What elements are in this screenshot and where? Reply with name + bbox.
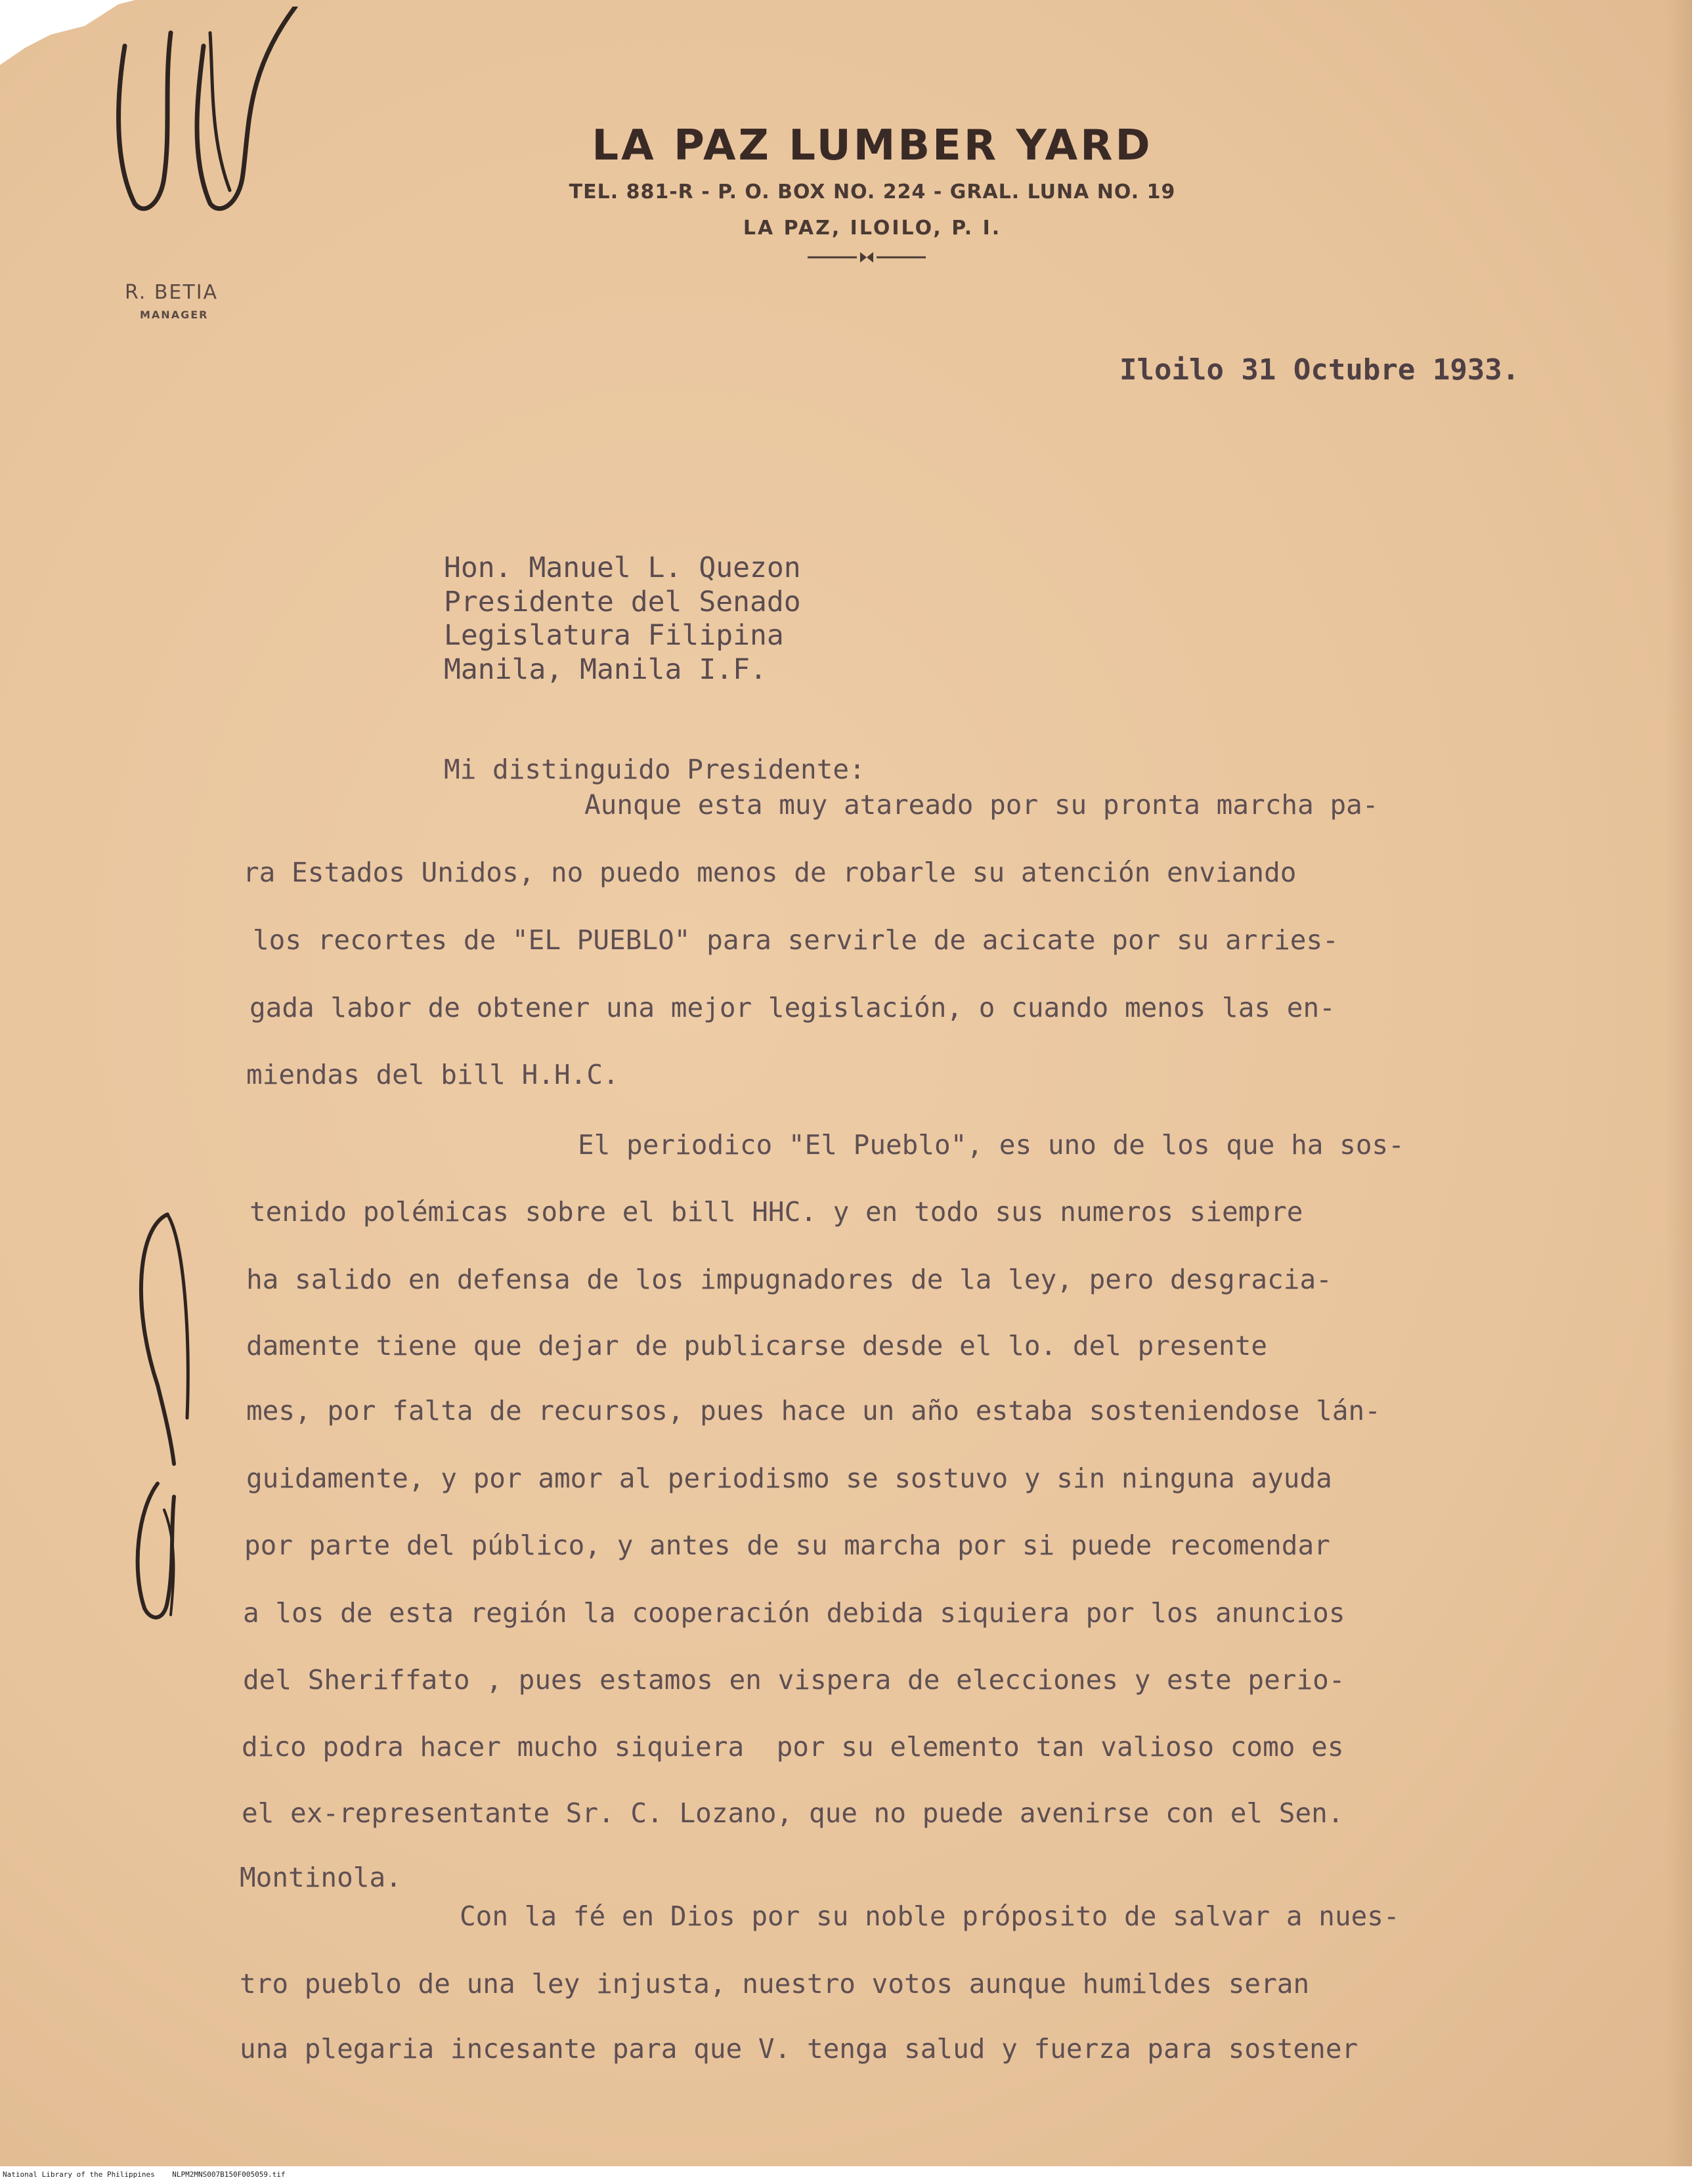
body-line: El periodico "El Pueblo", es uno de los que ha sos- bbox=[578, 1129, 1404, 1161]
body-line: una plegaria incesante para que V. tenga salud y fuerza para sostener bbox=[240, 2033, 1358, 2065]
paper-edge-shadow bbox=[1666, 0, 1692, 2166]
manager-name: R. BETIA bbox=[125, 281, 219, 304]
company-city: LA PAZ, ILOILO, P. I. bbox=[743, 217, 1002, 240]
recipient-line: Hon. Manuel L. Quezon bbox=[444, 551, 801, 584]
body-line: mes, por falta de recursos, pues hace un año estaba sosteniendose lán- bbox=[246, 1395, 1381, 1426]
body-line: Aunque esta muy atareado por su pronta marcha pa- bbox=[584, 789, 1379, 821]
letter-date: Iloilo 31 Octubre 1933. bbox=[1119, 353, 1520, 387]
body-line: guidamente, y por amor al periodismo se sostuvo y sin ninguna ayuda bbox=[246, 1463, 1332, 1494]
recipient-line: Presidente del Senado bbox=[444, 586, 801, 618]
recipient-line: Manila, Manila I.F. bbox=[444, 653, 767, 686]
body-line: damente tiene que dejar de publicarse desde el lo. del presente bbox=[246, 1330, 1268, 1361]
company-address: TEL. 881-R - P. O. BOX NO. 224 - GRAL. LUNA NO. 19 bbox=[569, 181, 1176, 203]
body-line: Con la fé en Dios por su noble próposito de salvar a nues- bbox=[460, 1900, 1400, 1932]
body-line: a los de esta región la cooperación debida siquiera por los anuncios bbox=[243, 1597, 1345, 1629]
body-line: el ex-representante Sr. C. Lozano, que no puede avenirse con el Sen. bbox=[242, 1797, 1344, 1829]
body-line: dico podra hacer mucho siquiera por su elemento tan valioso como es bbox=[242, 1731, 1344, 1763]
ornament-divider-icon bbox=[808, 249, 926, 265]
body-line: tenido polémicas sobre el bill HHC. y en todo sus numeros siempre bbox=[249, 1196, 1303, 1228]
salutation: Mi distinguido Presidente: bbox=[444, 754, 865, 785]
body-line: por parte del público, y antes de su marcha por si puede recomendar bbox=[244, 1530, 1330, 1561]
handwritten-mark-margin bbox=[118, 1201, 223, 1635]
body-line: los recortes de "EL PUEBLO" para servirle de acicate por su arries- bbox=[253, 924, 1339, 956]
archive-caption: National Library of the Philippines NLPM2MNS007B150F005059.tif bbox=[3, 2170, 286, 2179]
body-line: gada labor de obtener una mejor legislación, o cuando menos las en- bbox=[249, 992, 1335, 1023]
company-name: LA PAZ LUMBER YARD bbox=[592, 121, 1153, 170]
body-line: ha salido en defensa de los impugnadores de la ley, pero desgracia- bbox=[246, 1264, 1332, 1295]
body-line: ra Estados Unidos, no puedo menos de robarle su atención enviando bbox=[243, 857, 1297, 888]
body-line: Montinola. bbox=[240, 1862, 402, 1893]
manager-title: MANAGER bbox=[140, 309, 209, 321]
recipient-line: Legislatura Filipina bbox=[444, 619, 784, 652]
body-line: del Sheriffato , pues estamos en vispera de elecciones y este perio- bbox=[243, 1664, 1345, 1696]
body-line: miendas del bill H.H.C. bbox=[246, 1059, 619, 1090]
body-line: tro pueblo de una ley injusta, nuestro votos aunque humildes seran bbox=[240, 1968, 1310, 2000]
